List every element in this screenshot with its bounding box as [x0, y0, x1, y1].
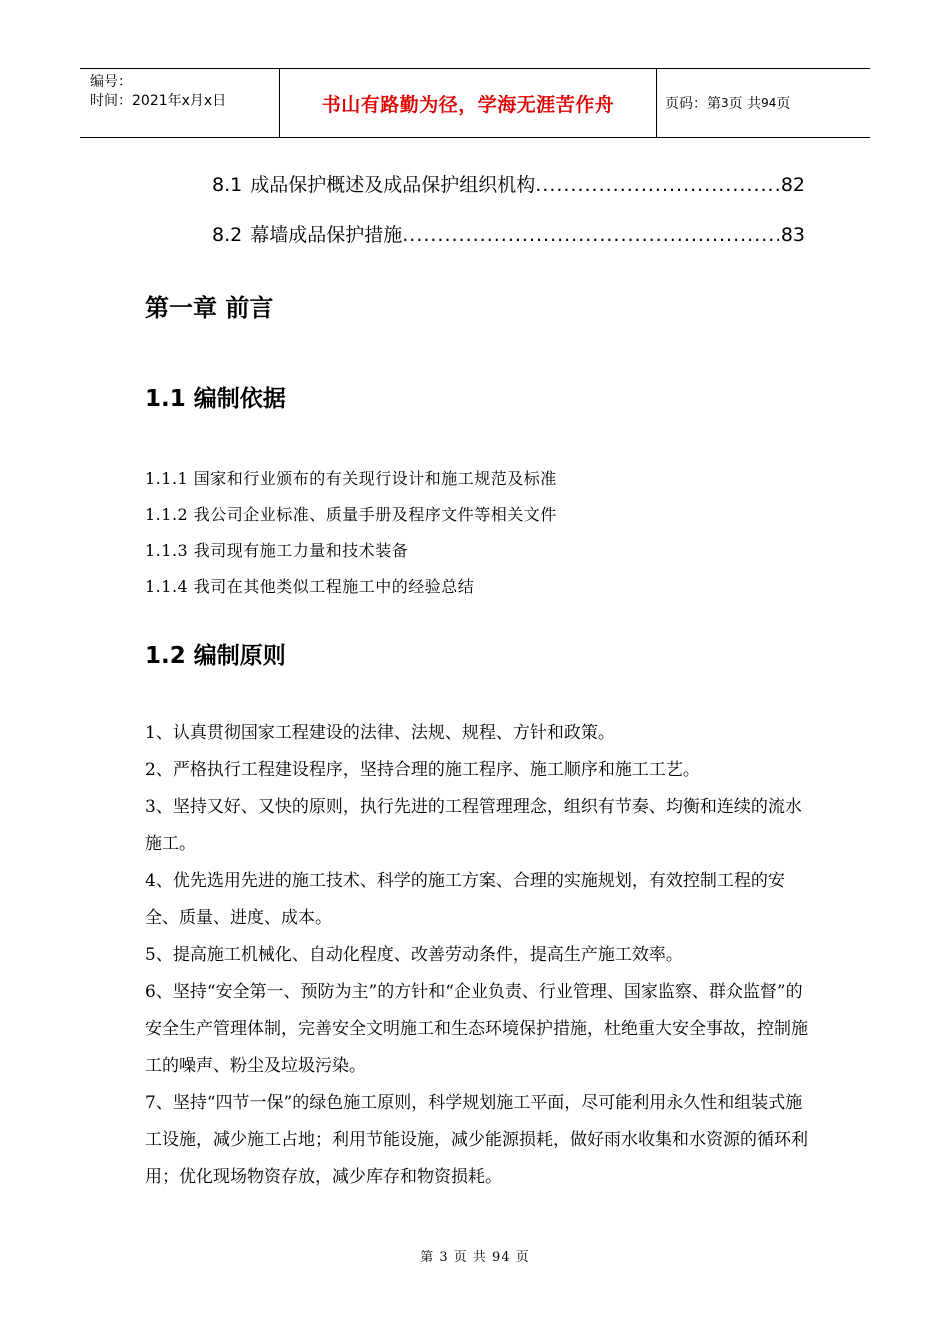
page-mid: 页 共 — [728, 96, 762, 112]
page-footer: 第 3 页 共 94 页 — [420, 1250, 530, 1265]
principle-item: 1、认真贯彻国家工程建设的法律、法规、规程、方针和政策。 — [145, 723, 615, 743]
page-suffix: 页 — [776, 96, 791, 112]
time-label: 时间：2021年x月x日 — [90, 93, 227, 109]
principle-item: 5、提高施工机械化、自动化程度、改善劳动条件，提高生产施工效率。 — [145, 945, 683, 965]
header-page-info — [657, 69, 870, 137]
principle-item: 3、坚持又好、又快的原则，执行先进的工程管理理念，组织有节奏、均衡和连续的流水施工。 — [145, 797, 802, 854]
principle-item: 2、严格执行工程建设程序，坚持合理的施工程序、施工顺序和施工工艺。 — [145, 760, 700, 780]
chapter-title: 第一章 前言 — [145, 294, 274, 322]
principle-item: 7、坚持“四节一保”的绿色施工原则，科学规划施工平面，尽可能利用永久性和组装式施工设施，减少施工占地；利用节能设施，减少能源损耗，做好雨水收集和水资源的循环利用；优化现场物资存放，减少库存和物资损耗。 — [145, 1093, 808, 1187]
toc-entry[interactable] — [212, 220, 805, 247]
page-total: 94 — [761, 96, 777, 110]
toc-page: 83 — [780, 224, 805, 246]
principle-item: 4、优先选用先进的施工技术、科学的施工方案、合理的实施规划，有效控制工程的安全、质量、进度、成本。 — [145, 871, 785, 928]
toc-leader — [402, 224, 779, 246]
toc-title: 成品保护概述及成品保护组织机构 — [250, 174, 536, 196]
toc-number: 8.2 — [212, 224, 243, 246]
number-label: 编号： — [90, 74, 132, 90]
paragraph — [145, 715, 810, 1196]
page-header — [80, 68, 870, 138]
toc-entry[interactable] — [212, 170, 805, 197]
toc-number: 8.1 — [212, 174, 243, 196]
section-title: 1.1 编制依据 — [145, 386, 286, 412]
header-motto: 书山有路勤为径，学海无涯苦作舟 — [280, 69, 657, 137]
toc-title: 幕墙成品保护措施 — [250, 224, 403, 246]
section-title: 1.2 编制原则 — [145, 643, 286, 669]
header-meta — [80, 69, 280, 137]
list-item: 1.1.4 我司在其他类似工程施工中的经验总结 — [145, 577, 475, 596]
list-item: 1.1.2 我公司企业标准、质量手册及程序文件等相关文件 — [145, 505, 557, 524]
page-prefix: 页码：第 — [665, 96, 721, 112]
list-item: 1.1.3 我司现有施工力量和技术装备 — [145, 541, 409, 560]
principle-item: 6、坚持“安全第一、预防为主”的方针和“企业负责、行业管理、国家监察、群众监督”的安全生产管理体制，完善安全文明施工和生态环境保护措施，杜绝重大安全事故，控制施工的噪声、粉尘及垃圾污染。 — [145, 982, 808, 1076]
toc-leader — [535, 174, 779, 196]
toc-page: 82 — [780, 174, 805, 196]
page-current: 3 — [721, 96, 729, 110]
list-item: 1.1.1 国家和行业颁布的有关现行设计和施工规范及标准 — [145, 469, 557, 488]
